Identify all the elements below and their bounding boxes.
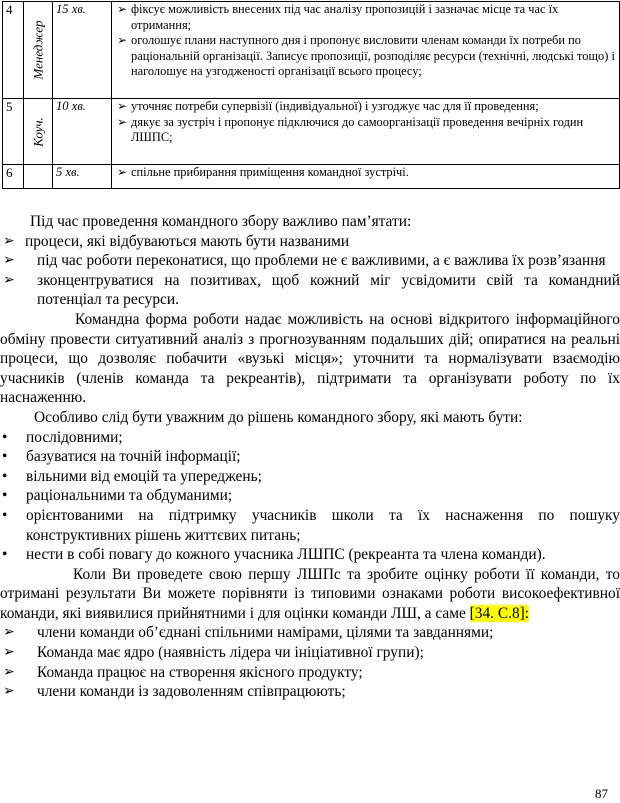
- role-label: Менеджер: [30, 20, 46, 80]
- list-item: • послідовними;: [2, 428, 123, 446]
- arrow-bullet-icon: ➢: [3, 645, 15, 661]
- table-row: [3, 165, 620, 189]
- bullet-icon: •: [2, 546, 8, 564]
- action-item: ➢ оголошує плани наступного дня і пропонує висловити членам команди їх потреби по раціональній організації. Записує пропозиції, розподіляє ресурси (технічні, людські тощо) і наголошує на узгодженості організації всього процесу;: [117, 33, 615, 78]
- arrow-bullet-icon: ➢: [3, 233, 15, 249]
- list-item: • орієнтованими на підтримку учасників школи та їх наснаження по пошуку конструктивних рішень життєвих питань;: [2, 506, 620, 544]
- duration: 5 хв.: [53, 165, 112, 189]
- list-item: ➢ зконцентруватися на позитивах, щоб кожний міг усвідомити свій та командний потенціал та ресурси.: [0, 271, 620, 310]
- list-item: • базуватися на точній інформації;: [2, 448, 241, 466]
- duration: 15 хв.: [53, 2, 112, 99]
- list-item: • вільними від емоцій та упереджень;: [2, 467, 262, 485]
- bullet-icon: •: [2, 467, 8, 485]
- paragraph-evaluation: Коли Ви проведете свою першу ЛШПс та зробите оцінку роботи її команди, то отримані результати Ви можете порівняти із типовими ознаками роботи високоефективної команди, які виявилися прийнятними і для оцінки команди ЛШ, а саме [34. С.8]:: [0, 565, 620, 622]
- list-item: ➢ процеси, які відбуваються мають бути названими: [0, 232, 620, 252]
- arrow-bullet-icon: ➢: [3, 684, 15, 700]
- arrow-bullet-icon: ➢: [117, 2, 128, 16]
- role-cell: [24, 99, 53, 165]
- bullet-icon: •: [2, 487, 8, 505]
- duration: 10 хв.: [53, 99, 112, 165]
- arrow-bullet-icon: ➢: [117, 114, 128, 129]
- actions-cell: [112, 2, 620, 99]
- bullet-icon: •: [2, 448, 8, 466]
- arrow-bullet-icon: ➢: [117, 33, 128, 47]
- action-item: ➢ уточняє потреби супервізії (індивідуальної) і узгоджує час для її проведення;: [117, 99, 539, 113]
- action-item: ➢ дякує за зустріч і пропонує підключися до самоорганізації проведення вечірніх годин ЛШПС;: [117, 114, 584, 144]
- arrow-bullet-icon: ➢: [117, 165, 128, 179]
- actions-cell: [112, 165, 620, 189]
- list-item: • нести в собі повагу до кожного учасника ЛШПС (рекреанта та члена команди).: [2, 546, 546, 564]
- paragraph-team-form: Командна форма роботи надає можливість на основі відкритого інформаційного обміну провести ситуативний аналіз з прогнозуванням подальших дій; опиратися на реальні процеси, що дозволяє побачити «вузькі місця»; уточнити та нормалізувати взаємодію учасників (членів команда та рекреантів), підтримати та організувати роботу по їх наснаженню.: [0, 310, 620, 407]
- role-cell: [24, 165, 53, 189]
- bullet-icon: •: [2, 428, 8, 446]
- action-item: ➢ фіксує можливість внесених під час аналізу пропозицій і зазначає місце та час їх отримання;: [117, 2, 559, 32]
- list-item: ➢ Команда має ядро (наявність лідера чи ініціативної групи);: [0, 643, 620, 663]
- schedule-table: [2, 1, 620, 189]
- arrow-bullet-icon: ➢: [3, 253, 15, 269]
- arrow-bullet-icon: ➢: [3, 664, 15, 680]
- citation-highlight: [34. С.8]:: [469, 604, 530, 622]
- list-item: ➢ члени команди із задоволенням співпрацюють;: [0, 682, 620, 702]
- role-cell: [24, 2, 53, 99]
- row-number: 5: [3, 99, 24, 165]
- list-item: • раціональними та обдуманими;: [2, 487, 233, 505]
- bullet-icon: •: [2, 506, 8, 524]
- document-body: [0, 212, 620, 702]
- list-item: ➢ члени команди об’єднані спільними намірами, цілями та завданнями;: [0, 623, 620, 643]
- row-number: 4: [3, 2, 24, 99]
- paragraph-intro: Під час проведення командного збору важливо пам’ятати:: [30, 213, 412, 230]
- arrow-bullet-icon: ➢: [117, 99, 128, 113]
- actions-cell: [112, 99, 620, 165]
- arrow-bullet-icon: ➢: [3, 625, 15, 641]
- page-number: 87: [595, 786, 608, 801]
- list-item: ➢ під час роботи переконатися, що проблеми не є важливими, а є важлива їх розв’язання: [0, 251, 620, 271]
- table-row: [3, 2, 620, 99]
- list-item: ➢ Команда працює на створення якісного продукту;: [0, 663, 620, 683]
- arrow-bullet-icon: ➢: [3, 272, 15, 288]
- role-label: Коуч.: [30, 116, 46, 147]
- table-row: [3, 99, 620, 165]
- action-item: ➢ спільне прибирання приміщення командної зустрічі.: [117, 165, 409, 179]
- paragraph-decisions: Особливо слід бути уважним до рішень командного збору, які мають бути:: [34, 408, 523, 426]
- row-number: 6: [3, 165, 24, 189]
